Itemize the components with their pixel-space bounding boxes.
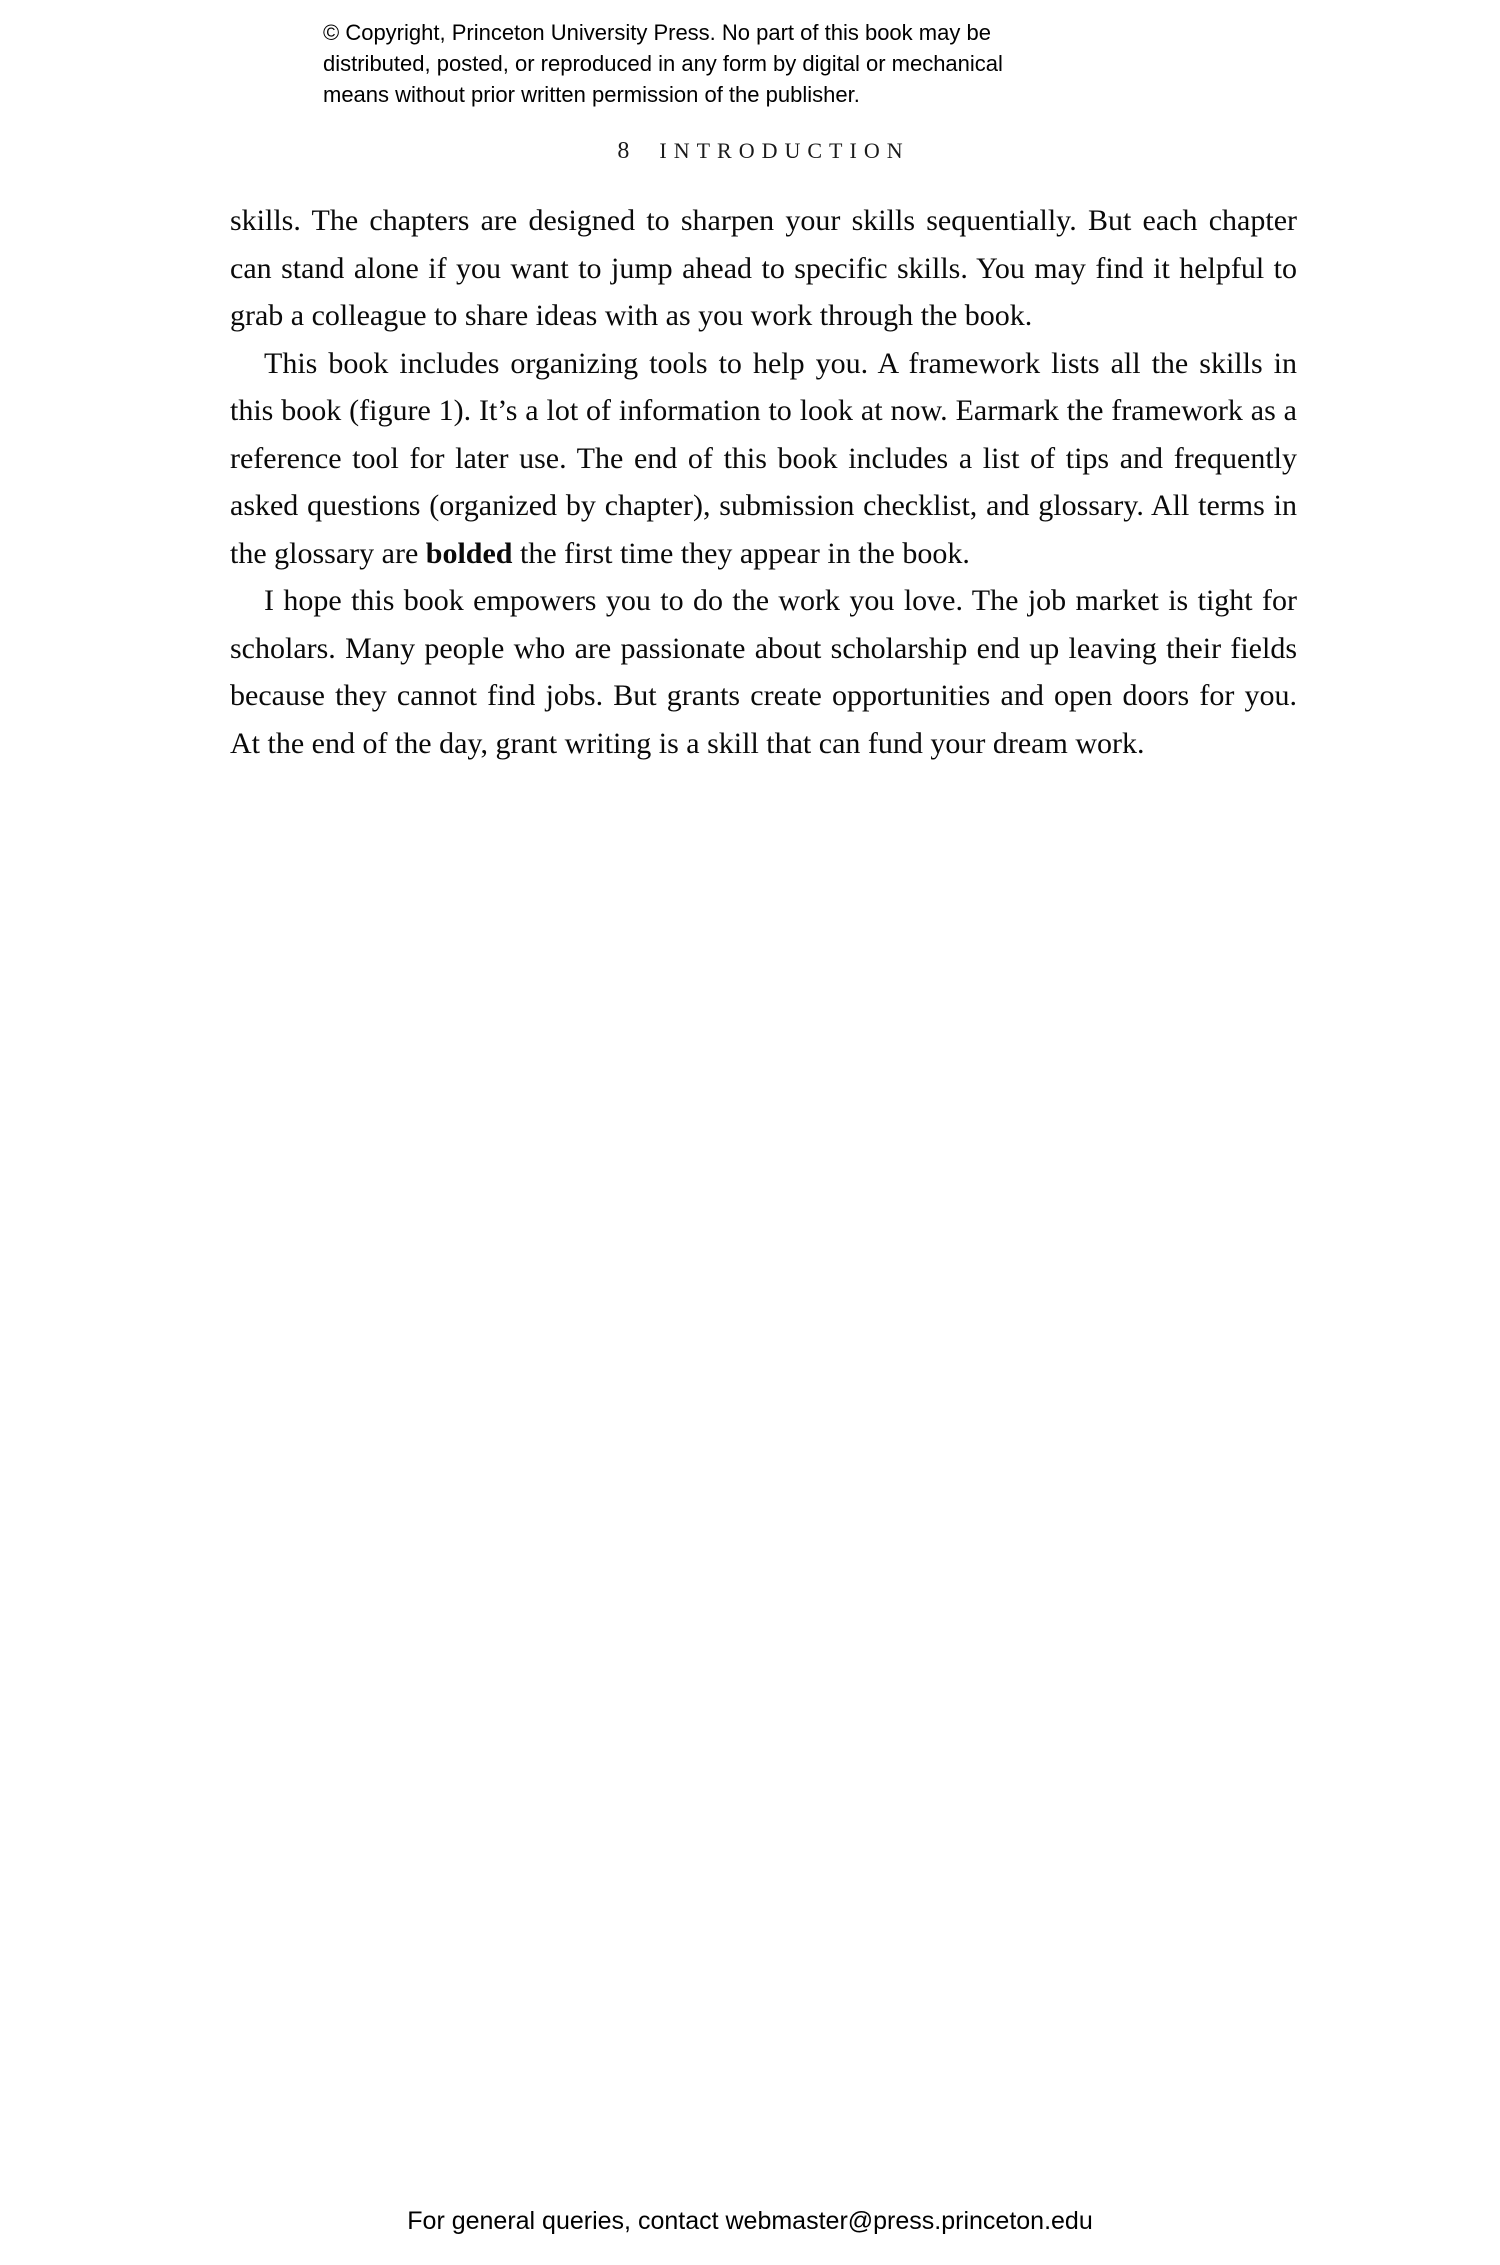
chapter-title: INTRODUCTION: [659, 138, 910, 163]
copyright-line-3: means without prior written permission of the publisher.: [323, 82, 860, 107]
running-head: [230, 138, 1297, 165]
paragraph-2-text-before-bold: This book includes organizing tools to help you. A framework lists all the skills in this book (figure 1). It’s a lot of information to look at now. Earmark the framework as a reference tool for later use. The end of this book includes a list of tips and frequently asked questions (organized by chapter), submission checklist, and glossary. All terms in the glossary are: [230, 346, 1297, 570]
paragraph-2: [230, 340, 1297, 578]
paragraph-2-text-after-bold: the first time they appear in the book.: [512, 536, 970, 570]
glossary-bold-term: bolded: [425, 536, 513, 570]
footer-query-text: For general queries, contact: [407, 2207, 726, 2235]
page-number: 8: [617, 138, 630, 164]
body-text: [230, 197, 1297, 767]
paragraph-3-text: I hope this book empowers you to do the work you love. The job market is tight for scholars. Many people who are passionate about scholarship end up leaving their fields because they cannot find jobs. But grants create opportunities and open doors for you. At the end of the day, grant writing is a skill that can fund your dream work.: [230, 584, 1297, 760]
paragraph-1: [230, 197, 1297, 340]
copyright-line-1: © Copyright, Princeton University Press. No part of this book may be: [323, 20, 991, 45]
paragraph-3: [230, 577, 1297, 767]
footer-query-line: [0, 2207, 1500, 2236]
copyright-line-2: distributed, posted, or reproduced in any form by digital or mechanical: [323, 51, 1003, 76]
copyright-notice: [323, 17, 1203, 110]
paragraph-1-text: skills. The chapters are designed to sharpen your skills sequentially. But each chapter can stand alone if you want to jump ahead to specific skills. You may find it helpful to grab a colleague to share ideas with as you work through the book.: [230, 204, 1297, 332]
webmaster-email-text: webmaster@press.princeton.edu: [725, 2207, 1093, 2235]
